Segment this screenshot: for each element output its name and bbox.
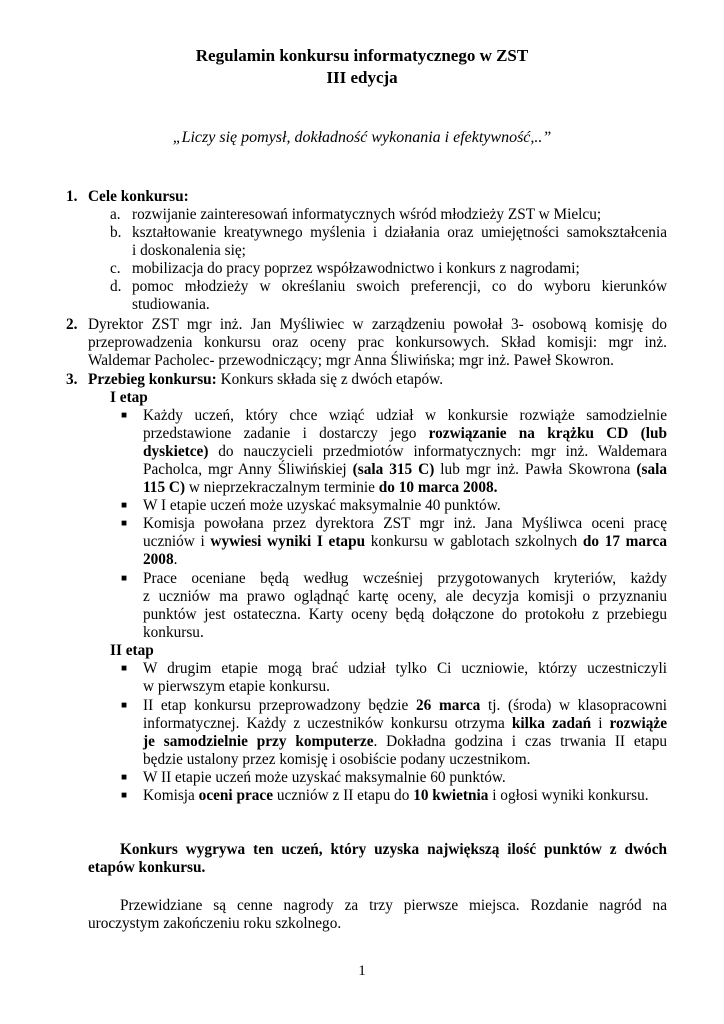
section-3-number: 3. — [66, 371, 78, 388]
stage-1-item: konkursu. — [143, 624, 204, 641]
bullet-square-icon: ■ — [121, 700, 128, 711]
bullet-square-icon: ■ — [121, 518, 128, 529]
stage-2-label: II etap — [110, 642, 154, 659]
stage-2-item: je samodzielnie przy komputerze. Dokładna godzina i czas trwania II etapu — [143, 733, 667, 750]
list-marker: a. — [110, 206, 121, 223]
stage-1-item: punktów jest ostateczna. Karty oceny będą dołączone do protokołu z przebiegu — [143, 606, 667, 623]
stage-2-item: w pierwszym etapie konkursu. — [143, 678, 330, 695]
page-number: 1 — [358, 963, 366, 979]
stage-2-item: W drugim etapie mogą brać udział tylko Ci uczniowie, którzy uczestniczyli — [143, 660, 667, 677]
stage-2-item: W II etapie uczeń może uzyskać maksymalnie 60 punktów. — [143, 769, 506, 786]
list-marker: c. — [110, 260, 121, 277]
section-2-number: 2. — [66, 316, 78, 333]
stage-1-item: przedstawione zadanie i dostarczy jego rozwiązanie na krążku CD (lub — [143, 425, 667, 442]
stage-2-item: będzie ustalony przez komisję i osobiście podany uczestnikom. — [143, 751, 531, 768]
stage-1-item: Każdy uczeń, który chce wziąć udział w konkursie rozwiąże samodzielnie — [143, 407, 667, 424]
stage-1-item: dyskietce) do nauczycieli przedmiotów informatycznych: mgr inż. Waldemara — [143, 443, 667, 460]
list-item: pomoc młodzieży w określaniu swoich preferencji, co do wyboru kierunków — [132, 278, 667, 295]
list-marker: b. — [110, 224, 122, 241]
section-1-number: 1. — [66, 188, 78, 205]
motto: „Liczy się pomysł, dokładność wykonania i efektywność,..” — [172, 129, 552, 146]
stage-1-label: I etap — [110, 389, 148, 406]
section-2-text: Waldemar Pacholec- przewodniczący; mgr Anna Śliwińska; mgr inż. Paweł Skowron. — [88, 352, 614, 369]
stage-1-item: Pacholca, mgr Anny Śliwińskiej (sala 315 C) lub mgr inż. Pawła Skowrona (sala — [143, 461, 667, 478]
prizes-paragraph: Przewidziane są cenne nagrody za trzy pierwsze miejsca. Rozdanie nagród na — [120, 897, 667, 914]
document-edition: III edycja — [326, 68, 398, 87]
bullet-square-icon: ■ — [121, 573, 128, 584]
winner-statement: Konkurs wygrywa ten uczeń, który uzyska największą ilość punktów z dwóch — [120, 841, 667, 858]
stage-2-item: Komisja oceni prace uczniów z II etapu do 10 kwietnia i ogłosi wyniki konkursu. — [143, 787, 649, 804]
document-title: Regulamin konkursu informatycznego w ZST — [195, 46, 529, 65]
list-item: rozwijanie zainteresowań informatycznych wśród młodzieży ZST w Mielcu; — [132, 206, 602, 223]
section-3-heading: Przebieg konkursu: — [88, 371, 217, 388]
bullet-square-icon: ■ — [121, 500, 128, 511]
section-1-heading: Cele konkursu: — [88, 188, 189, 205]
stage-1-item: 2008. — [143, 551, 178, 568]
stage-2-item: II etap konkursu przeprowadzony będzie 26 marca tj. (środa) w klasopracowni — [143, 697, 667, 714]
stage-2-item: informatycznej. Każdy z uczestników konkursu otrzyma kilka zadań i rozwiąże — [143, 715, 667, 732]
prizes-paragraph-continued: uroczystym zakończeniu roku szkolnego. — [88, 915, 342, 932]
bullet-square-icon: ■ — [121, 772, 128, 783]
section-2-text: Dyrektor ZST mgr inż. Jan Myśliwiec w zarządzeniu powołał 3- osobową komisję do — [88, 316, 667, 333]
stage-1-item: 115 C) w nieprzekraczalnym terminie do 10 marca 2008. — [143, 479, 498, 496]
stage-1-item: Komisja powołana przez dyrektora ZST mgr inż. Jana Myśliwca oceni pracę — [143, 515, 667, 532]
bullet-square-icon: ■ — [121, 663, 128, 674]
stage-1-item: z uczniów ma prawo oglądnąć kartę oceny, ale decyzja komisji o przyznaniu — [143, 588, 667, 605]
list-item-continued: i doskonalenia się; — [132, 242, 246, 259]
stage-1-item: uczniów i wywiesi wyniki I etapu konkursu w gablotach szkolnych do 17 marca — [143, 533, 667, 550]
list-item-continued: studiowania. — [132, 296, 210, 313]
list-item: mobilizacja do pracy poprzez współzawodnictwo i konkurs z nagrodami; — [132, 260, 580, 277]
stage-1-item: W I etapie uczeń może uzyskać maksymalnie 40 punktów. — [143, 497, 501, 514]
section-3-intro: Przebieg konkursu: Konkurs składa się z dwóch etapów. — [88, 371, 444, 388]
list-item: kształtowanie kreatywnego myślenia i działania oraz umiejętności samokształcenia — [132, 224, 667, 241]
bullet-square-icon: ■ — [121, 790, 128, 801]
bullet-square-icon: ■ — [121, 410, 128, 421]
stage-1-item: Prace oceniane będą według wcześniej przygotowanych kryteriów, każdy — [143, 570, 667, 587]
winner-statement-continued: etapów konkursu. — [88, 859, 206, 876]
list-marker: d. — [110, 278, 122, 295]
section-2-text: przeprowadzenia konkursu oraz oceny prac konkursowych. Skład komisji: mgr inż. — [88, 334, 667, 351]
